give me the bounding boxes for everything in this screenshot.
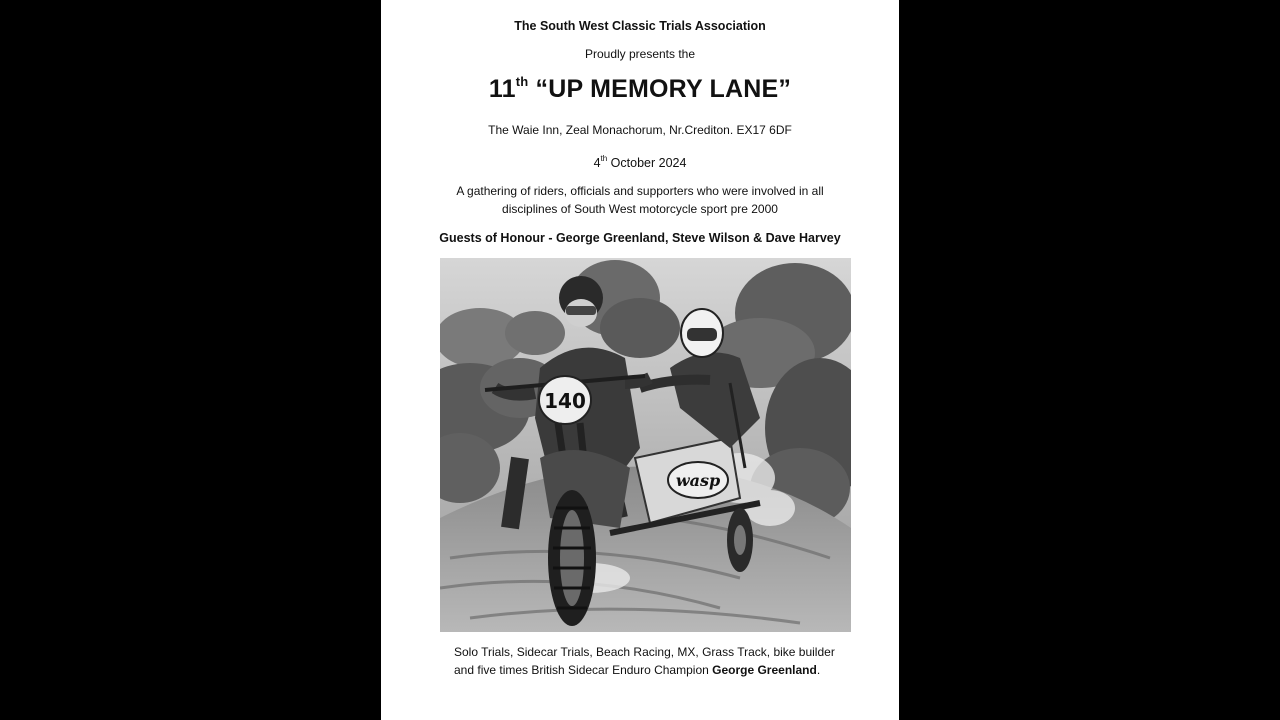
title-text: “UP MEMORY LANE” <box>528 75 792 103</box>
event-date <box>381 154 899 170</box>
race-number: 140 <box>544 389 586 413</box>
presents-line: Proudly presents the <box>584 47 696 61</box>
date-day: 4 <box>593 156 601 170</box>
description-line-1: A gathering of riders, officials and supporters who were involved in all <box>456 184 824 198</box>
caption-line-2 <box>454 663 820 677</box>
guests-of-honour: Guests of Honour - George Greenland, Steve Wilson & Dave Harvey <box>439 231 841 245</box>
sidecar-racing-photo <box>440 258 851 632</box>
title-suffix: th <box>515 74 529 89</box>
title-number: 11 <box>488 75 516 103</box>
date-suffix: th <box>600 154 608 163</box>
caption-text: and five times British Sidecar Enduro Champion <box>454 663 713 677</box>
venue-address: The Waie Inn, Zeal Monachorum, Nr.Crediton. EX17 6DF <box>488 123 792 137</box>
sidecar-logo: wasp <box>675 471 721 490</box>
description-line-2: disciplines of South West motorcycle sport pre 2000 <box>502 202 778 216</box>
event-title <box>381 74 899 104</box>
caption-line-1: Solo Trials, Sidecar Trials, Beach Racing, MX, Grass Track, bike builder <box>454 645 835 659</box>
flyer-page <box>381 0 899 720</box>
caption-end: . <box>816 663 821 677</box>
caption-name: George Greenland <box>712 663 817 677</box>
date-rest: October 2024 <box>607 156 687 170</box>
organisation-heading: The South West Classic Trials Association <box>514 19 766 33</box>
